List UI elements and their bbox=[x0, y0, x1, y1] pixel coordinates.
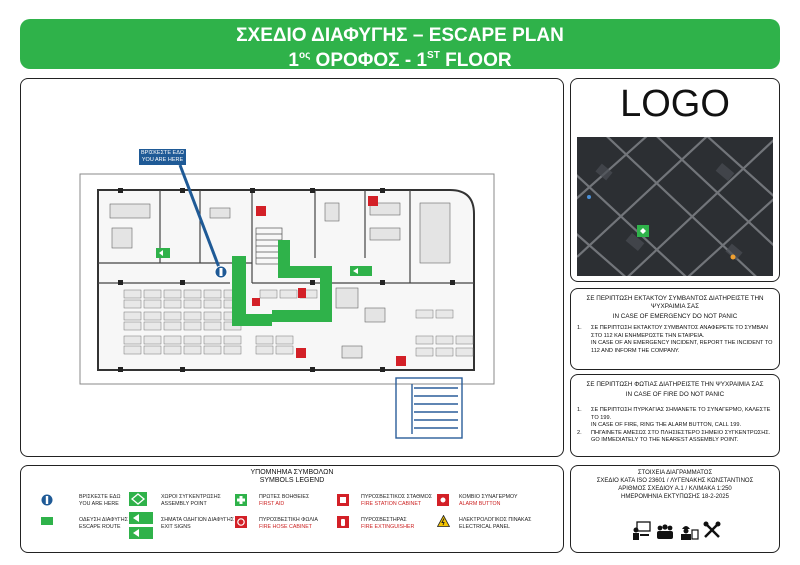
desk bbox=[224, 346, 241, 354]
desk bbox=[204, 322, 221, 330]
desk bbox=[224, 336, 241, 344]
info-line-1: ΣΧΕΔΙΟ ΚΑΤΑ ISO 23601 / ΛΥΓΕΝΑΚΗΣ ΚΩΝΣΤΑΝΤΙΝΟΣ bbox=[596, 478, 754, 484]
floor-suffix-gr: ος bbox=[298, 50, 311, 61]
desk bbox=[204, 290, 221, 298]
you-are-here-label bbox=[139, 149, 186, 165]
list-item bbox=[577, 430, 773, 445]
desk bbox=[124, 336, 141, 344]
desk bbox=[436, 348, 453, 356]
desk bbox=[144, 312, 161, 320]
desk bbox=[144, 300, 161, 308]
you-are-here-icon bbox=[215, 266, 227, 278]
floor-label-en: FLOOR bbox=[439, 50, 512, 71]
legend-fire-hose bbox=[259, 517, 318, 531]
info-title: ΣΤΟΙΧΕΙΑ ΔΙΑΓΡΑΜΜΑΤΟΣ bbox=[637, 470, 713, 476]
floor-plan-panel bbox=[20, 78, 564, 457]
legend-assembly-point bbox=[161, 494, 221, 508]
list-item bbox=[577, 325, 773, 355]
desk bbox=[164, 336, 181, 344]
emergency-panel bbox=[570, 288, 780, 370]
legend-you-are-here bbox=[79, 494, 120, 508]
tools-icon bbox=[703, 521, 721, 539]
legend-label-en: FIRST AID bbox=[259, 501, 285, 507]
desk bbox=[144, 336, 161, 344]
location-map bbox=[577, 137, 773, 276]
desk bbox=[416, 348, 433, 356]
desk bbox=[184, 322, 201, 330]
presenter-icon bbox=[631, 521, 651, 541]
symbols-legend bbox=[20, 465, 564, 553]
logo: LOGO bbox=[620, 83, 730, 125]
legend-label-gr: ΠΡΩΤΕΣ ΒΟΗΘΕΙΕΣ bbox=[259, 494, 310, 500]
legend-label-en: EXIT SIGNS bbox=[161, 524, 191, 530]
desk bbox=[276, 336, 293, 344]
legend-label-gr: ΟΔΕΥΣΗ ΔΙΑΦΥΓΗΣ bbox=[79, 517, 128, 523]
desk bbox=[184, 300, 201, 308]
fire-title-en: IN CASE OF FIRE DO NOT PANIC bbox=[625, 391, 725, 398]
fire-list bbox=[577, 407, 773, 445]
legend-label-en: FIRE STATION CABINET bbox=[361, 501, 422, 507]
engineer-icon bbox=[679, 522, 699, 540]
desk bbox=[436, 336, 453, 344]
plan-info-panel bbox=[570, 465, 780, 553]
legend-label-gr: ΠΥΡΟΣΒΕΣΤΙΚΗ ΦΩΛΙΑ bbox=[259, 517, 318, 523]
item-text-en: IN CASE OF FIRE, RING THE ALARM BUTTON, CALL 199. bbox=[591, 422, 742, 429]
floor-plan bbox=[20, 78, 564, 457]
first-aid-icon bbox=[235, 494, 247, 506]
desk bbox=[256, 336, 273, 344]
legend-title-gr: ΥΠΟΜΝΗΜΑ ΣΥΜΒΟΛΩΝ bbox=[250, 469, 334, 476]
fire-hose-icon bbox=[235, 516, 247, 528]
item-text bbox=[591, 407, 773, 430]
desk bbox=[184, 336, 201, 344]
legend-label-gr: ΒΡΙΣΚΕΣΤΕ ΕΔΩ bbox=[79, 494, 121, 500]
fire-station-icon bbox=[337, 494, 349, 506]
desk bbox=[124, 300, 141, 308]
title-line-1: ΣΧΕΔΙΟ ΔΙΑΦΥΓΗΣ – ESCAPE PLAN bbox=[236, 25, 564, 46]
item-number: 2. bbox=[577, 429, 582, 436]
legend-electrical-panel bbox=[459, 517, 531, 531]
item-text bbox=[591, 325, 773, 355]
legend-label-en: FIRE HOSE CABINET bbox=[259, 524, 312, 530]
legend-first-aid bbox=[259, 494, 309, 508]
legend-extinguisher bbox=[361, 517, 414, 531]
legend-label-en: FIRE EXTINGUISHER bbox=[361, 524, 415, 530]
item-text bbox=[591, 430, 773, 445]
desk bbox=[204, 336, 221, 344]
extinguisher-icon bbox=[337, 516, 349, 528]
desk bbox=[416, 336, 433, 344]
desk bbox=[456, 336, 473, 344]
emergency-title-gr: ΣΕ ΠΕΡΙΠΤΩΣΗ ΕΚΤΑΚΤΟΥ ΣΥΜΒΑΝΤΟΣ ΔΙΑΤΗΡΕΙΣΤΕ ΤΗΝ ΨΥΧΡΑΙΜΙΑ ΣΑΣ bbox=[586, 295, 764, 310]
electrical-panel-icon bbox=[437, 515, 450, 527]
desk bbox=[256, 346, 273, 354]
desk bbox=[164, 290, 181, 298]
title-line-2 bbox=[20, 46, 780, 71]
desk bbox=[164, 322, 181, 330]
legend-label-en: YOU ARE HERE bbox=[79, 501, 119, 507]
legend-title-en: SYMBOLS LEGEND bbox=[259, 477, 325, 484]
desk bbox=[204, 346, 221, 354]
item-text-en: IN CASE OF AN EMERGENCY INCIDENT, REPORT THE INCIDENT TO 112 AND INFORM THE COMPANY. bbox=[591, 340, 773, 354]
desk bbox=[280, 290, 297, 298]
legend-fire-station bbox=[361, 494, 432, 508]
desk bbox=[416, 310, 433, 318]
desk bbox=[124, 290, 141, 298]
desk bbox=[144, 322, 161, 330]
desk bbox=[164, 346, 181, 354]
desk bbox=[276, 346, 293, 354]
desk bbox=[164, 312, 181, 320]
floor-number-gr: 1 bbox=[288, 50, 299, 71]
item-text-gr: ΠΗΓΑΙΝΕΤΕ ΑΜΕΣΩΣ ΣΤΟ ΠΛΗΣΙΕΣΤΕΡΟ ΣΗΜΕΙΟ ΣΥΓΚΕΝΤΡΩΣΗΣ. bbox=[591, 429, 771, 436]
assembly-point-icon bbox=[129, 492, 147, 506]
you-are-here-icon bbox=[41, 493, 53, 507]
desk bbox=[164, 300, 181, 308]
desk bbox=[204, 300, 221, 308]
legend-label-gr: ΧΩΡΟΙ ΣΥΓΚΕΝΤΡΩΣΗΣ bbox=[161, 494, 221, 500]
legend-alarm-button bbox=[459, 494, 518, 508]
exit-sign-icon bbox=[129, 512, 153, 540]
title-banner bbox=[20, 19, 780, 69]
item-text-en: GO IMMEDIATELY TO THE NEAREST ASSEMBLY POINT. bbox=[591, 437, 739, 444]
floor-suffix-en: ST bbox=[427, 50, 440, 61]
item-text-gr: ΣΕ ΠΕΡΙΠΤΩΣΗ ΕΚΤΑΚΤΟΥ ΣΥΜΒΑΝΤΟΣ ΑΝΑΦΕΡΕΤΕ ΤΟ ΣΥΜΒΑΝ ΣΤΟ 112 ΚΑΙ ΕΝΗΜΕΡΩΣΤΕ ΤΗΝ ΕΤΑΙΡΕΙΑ. bbox=[591, 325, 768, 339]
item-number: 1. bbox=[577, 325, 582, 331]
floor-label-mid: ΟΡΟΦΟΣ - 1 bbox=[310, 50, 428, 71]
desk bbox=[184, 312, 201, 320]
legend-escape-route bbox=[79, 517, 128, 531]
item-text-gr: ΣΕ ΠΕΡΙΠΤΩΣΗ ΠΥΡΚΑΓΙΑΣ ΣΗΜΑΝΕΤΕ ΤΟ ΣΥΝΑΓΕΡΜΟ, ΚΑΛΕΣΤΕ ΤΟ 199. bbox=[591, 407, 771, 421]
fire-title-gr: ΣΕ ΠΕΡΙΠΤΩΣΗ ΦΩΤΙΑΣ ΔΙΑΤΗΡΕΙΣΤΕ ΤΗΝ ΨΥΧΡΑΙΜΙΑ ΣΑΣ bbox=[586, 381, 764, 388]
emergency-title-en: IN CASE OF EMERGENCY DO NOT PANIC bbox=[612, 313, 738, 320]
info-line-2: ΑΡΙΘΜΟΣ ΣΧΕΔΙΟΥ Α.1 / ΚΛΙΜΑΚΑ 1:250 bbox=[618, 486, 732, 492]
legend-label-en: ALARM BUTTON bbox=[459, 501, 501, 507]
legend-label-gr: ΣΗΜΑΤΑ ΟΔΗΓΙΩΝ ΔΙΑΦΥΓΗΣ bbox=[161, 517, 234, 523]
legend-label-gr: ΠΥΡΟΣΒΕΣΤΗΡΑΣ bbox=[361, 517, 407, 523]
logo-panel bbox=[570, 78, 780, 282]
escape-route-icon bbox=[41, 517, 53, 525]
list-item bbox=[577, 407, 773, 430]
emergency-list bbox=[577, 325, 773, 355]
desk bbox=[260, 290, 277, 298]
desk bbox=[124, 322, 141, 330]
item-number: 1. bbox=[577, 407, 582, 413]
legend-label-en: ELECTRICAL PANEL bbox=[459, 524, 510, 530]
alarm-button-icon bbox=[437, 494, 449, 506]
legend-label-en: ESCAPE ROUTE bbox=[79, 524, 121, 530]
team-icon bbox=[656, 523, 674, 540]
you-are-here-gr: ΒΡΙΣΚΕΣΤΕ ΕΔΩ bbox=[141, 150, 185, 156]
desk bbox=[456, 348, 473, 356]
desk bbox=[184, 290, 201, 298]
desk bbox=[204, 312, 221, 320]
info-line-3: ΗΜΕΡΟΜΗΝΙΑ ΕΚΤΥΠΩΣΗΣ 18-2-2025 bbox=[621, 494, 729, 500]
legend-label-en: ASSEMBLY POINT bbox=[161, 501, 207, 507]
legend-label-gr: ΗΛΕΚΤΡΟΛΟΓΙΚΟΣ ΠΙΝΑΚΑΣ bbox=[459, 517, 532, 523]
desk bbox=[124, 346, 141, 354]
you-are-here-en: YOU ARE HERE bbox=[141, 157, 184, 163]
legend-exit-signs bbox=[161, 517, 234, 531]
desk bbox=[144, 290, 161, 298]
desk bbox=[144, 346, 161, 354]
legend-label-gr: ΠΥΡΟΣΒΕΣΤΙΚΟΣ ΣΤΑΘΜΟΣ bbox=[361, 494, 433, 500]
fire-panel bbox=[570, 374, 780, 457]
desk bbox=[436, 310, 453, 318]
legend-label-gr: ΚΟΜΒΙΟ ΣΥΝΑΓΕΡΜΟΥ bbox=[459, 494, 518, 500]
desk bbox=[184, 346, 201, 354]
desk bbox=[124, 312, 141, 320]
